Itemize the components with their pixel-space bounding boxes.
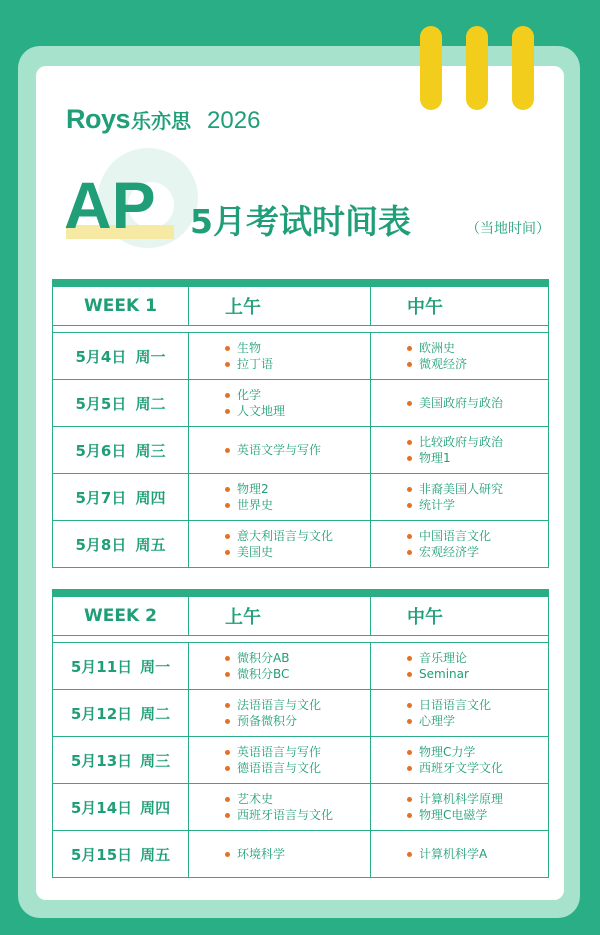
weekday-label: 周四 [135, 488, 166, 507]
weekday-label: 周一 [140, 657, 171, 676]
morning-cell [189, 784, 371, 831]
subject-item: 拉丁语 [225, 356, 370, 372]
weekday-label: 周二 [135, 394, 166, 413]
subject-item: 微积分AB [225, 650, 370, 666]
noon-cell [371, 690, 549, 737]
brand-name: Roys [66, 104, 131, 134]
subject-item: 艺术史 [225, 791, 370, 807]
table-row [53, 380, 549, 427]
year-label: 2026 [207, 107, 261, 134]
morning-cell [189, 690, 371, 737]
date-cell [53, 643, 189, 690]
subject-item: 中国语言文化 [407, 528, 548, 544]
morning-cell [189, 831, 371, 878]
page-title: 5月考试时间表 [190, 202, 411, 241]
morning-header: 上午 [189, 597, 371, 636]
subject-item: 物理2 [225, 481, 370, 497]
subject-list [189, 650, 370, 682]
subject-list [371, 395, 548, 411]
table-row [53, 474, 549, 521]
date-label: 5月11日 [70, 657, 133, 676]
date-label: 5月5日 [75, 394, 127, 413]
morning-cell [189, 474, 371, 521]
subject-list [189, 387, 370, 419]
subject-item: 英语文学与写作 [225, 442, 370, 458]
date-cell [53, 737, 189, 784]
table-row [53, 427, 549, 474]
subject-item: 西班牙语言与文化 [225, 807, 370, 823]
table-header [53, 597, 549, 636]
subject-item: 欧洲史 [407, 340, 548, 356]
subject-list [189, 846, 370, 862]
subject-list [189, 744, 370, 776]
ap-heading: AP [64, 168, 156, 242]
subject-item: 西班牙文学文化 [407, 760, 548, 776]
subject-list [371, 791, 548, 823]
noon-cell [371, 380, 549, 427]
subject-item: 心理学 [407, 713, 548, 729]
weekday-label: 周五 [140, 845, 171, 864]
subject-item: 音乐理论 [407, 650, 548, 666]
subject-item: 宏观经济学 [407, 544, 548, 560]
noon-cell [371, 831, 549, 878]
subject-item: 微积分BC [225, 666, 370, 682]
subject-item: 生物 [225, 340, 370, 356]
subject-item: 人文地理 [225, 403, 370, 419]
subject-item: 物理C力学 [407, 744, 548, 760]
subject-list [371, 650, 548, 682]
noon-cell [371, 784, 549, 831]
subject-item: 物理1 [407, 450, 548, 466]
date-label: 5月8日 [75, 535, 127, 554]
noon-cell [371, 521, 549, 568]
subject-list [189, 442, 370, 458]
subject-item: 日语语言文化 [407, 697, 548, 713]
subject-item: 法语语言与文化 [225, 697, 370, 713]
subject-item: 非裔美国人研究 [407, 481, 548, 497]
subject-item: 预备微积分 [225, 713, 370, 729]
table-row [53, 521, 549, 568]
noon-header: 中午 [371, 287, 549, 326]
date-label: 5月12日 [70, 704, 133, 723]
noon-header: 中午 [371, 597, 549, 636]
subject-list [189, 791, 370, 823]
subject-item: 世界史 [225, 497, 370, 513]
date-cell [53, 521, 189, 568]
subject-list [189, 528, 370, 560]
subject-item: 化学 [225, 387, 370, 403]
subject-item: 环境科学 [225, 846, 370, 862]
subject-item: 比较政府与政治 [407, 434, 548, 450]
date-cell [53, 831, 189, 878]
subject-item: 美国史 [225, 544, 370, 560]
noon-cell [371, 427, 549, 474]
subject-list [371, 434, 548, 466]
subject-item: 计算机科学A [407, 846, 548, 862]
morning-cell [189, 737, 371, 784]
morning-cell [189, 643, 371, 690]
weekday-label: 周二 [140, 704, 171, 723]
weekday-label: 周三 [135, 441, 166, 460]
date-label: 5月14日 [70, 798, 133, 817]
date-label: 5月13日 [70, 751, 133, 770]
table-header [53, 287, 549, 326]
binder-tab-icon [420, 26, 442, 110]
date-cell [53, 690, 189, 737]
date-cell [53, 474, 189, 521]
table-row [53, 831, 549, 878]
table-row [53, 737, 549, 784]
noon-cell [371, 737, 549, 784]
subject-item: Seminar [407, 666, 548, 682]
brand-logo [66, 104, 260, 135]
brand-name-cn: 乐亦思 [131, 109, 192, 133]
table-row [53, 784, 549, 831]
morning-header: 上午 [189, 287, 371, 326]
weekday-label: 周五 [135, 535, 166, 554]
subject-list [371, 481, 548, 513]
weekday-label: 周一 [135, 347, 166, 366]
morning-cell [189, 333, 371, 380]
weekday-label: 周三 [140, 751, 171, 770]
subject-item: 物理C电磁学 [407, 807, 548, 823]
week-1-table [52, 279, 549, 568]
subject-list [189, 697, 370, 729]
subject-item: 计算机科学原理 [407, 791, 548, 807]
subject-list [189, 481, 370, 513]
table-row [53, 690, 549, 737]
date-label: 5月4日 [75, 347, 127, 366]
date-cell [53, 784, 189, 831]
morning-cell [189, 380, 371, 427]
date-cell [53, 380, 189, 427]
week-2-table [52, 589, 549, 878]
morning-cell [189, 427, 371, 474]
subject-list [371, 846, 548, 862]
subject-item: 英语语言与写作 [225, 744, 370, 760]
noon-cell [371, 474, 549, 521]
subject-list [371, 340, 548, 372]
table-row [53, 333, 549, 380]
subject-list [371, 744, 548, 776]
date-label: 5月6日 [75, 441, 127, 460]
subject-list [371, 528, 548, 560]
week-label: WEEK 1 [53, 287, 189, 326]
weekday-label: 周四 [140, 798, 171, 817]
subject-item: 统计学 [407, 497, 548, 513]
subject-list [371, 697, 548, 729]
date-label: 5月15日 [70, 845, 133, 864]
morning-cell [189, 521, 371, 568]
date-label: 5月7日 [75, 488, 127, 507]
week-label: WEEK 2 [53, 597, 189, 636]
subject-item: 意大利语言与文化 [225, 528, 370, 544]
subject-item: 微观经济 [407, 356, 548, 372]
date-cell [53, 333, 189, 380]
table-row [53, 643, 549, 690]
binder-tab-icon [512, 26, 534, 110]
noon-cell [371, 643, 549, 690]
noon-cell [371, 333, 549, 380]
date-cell [53, 427, 189, 474]
subject-item: 美国政府与政治 [407, 395, 548, 411]
subject-item: 德语语言与文化 [225, 760, 370, 776]
subject-list [189, 340, 370, 372]
binder-tab-icon [466, 26, 488, 110]
page-subtitle: （当地时间） [466, 221, 550, 237]
